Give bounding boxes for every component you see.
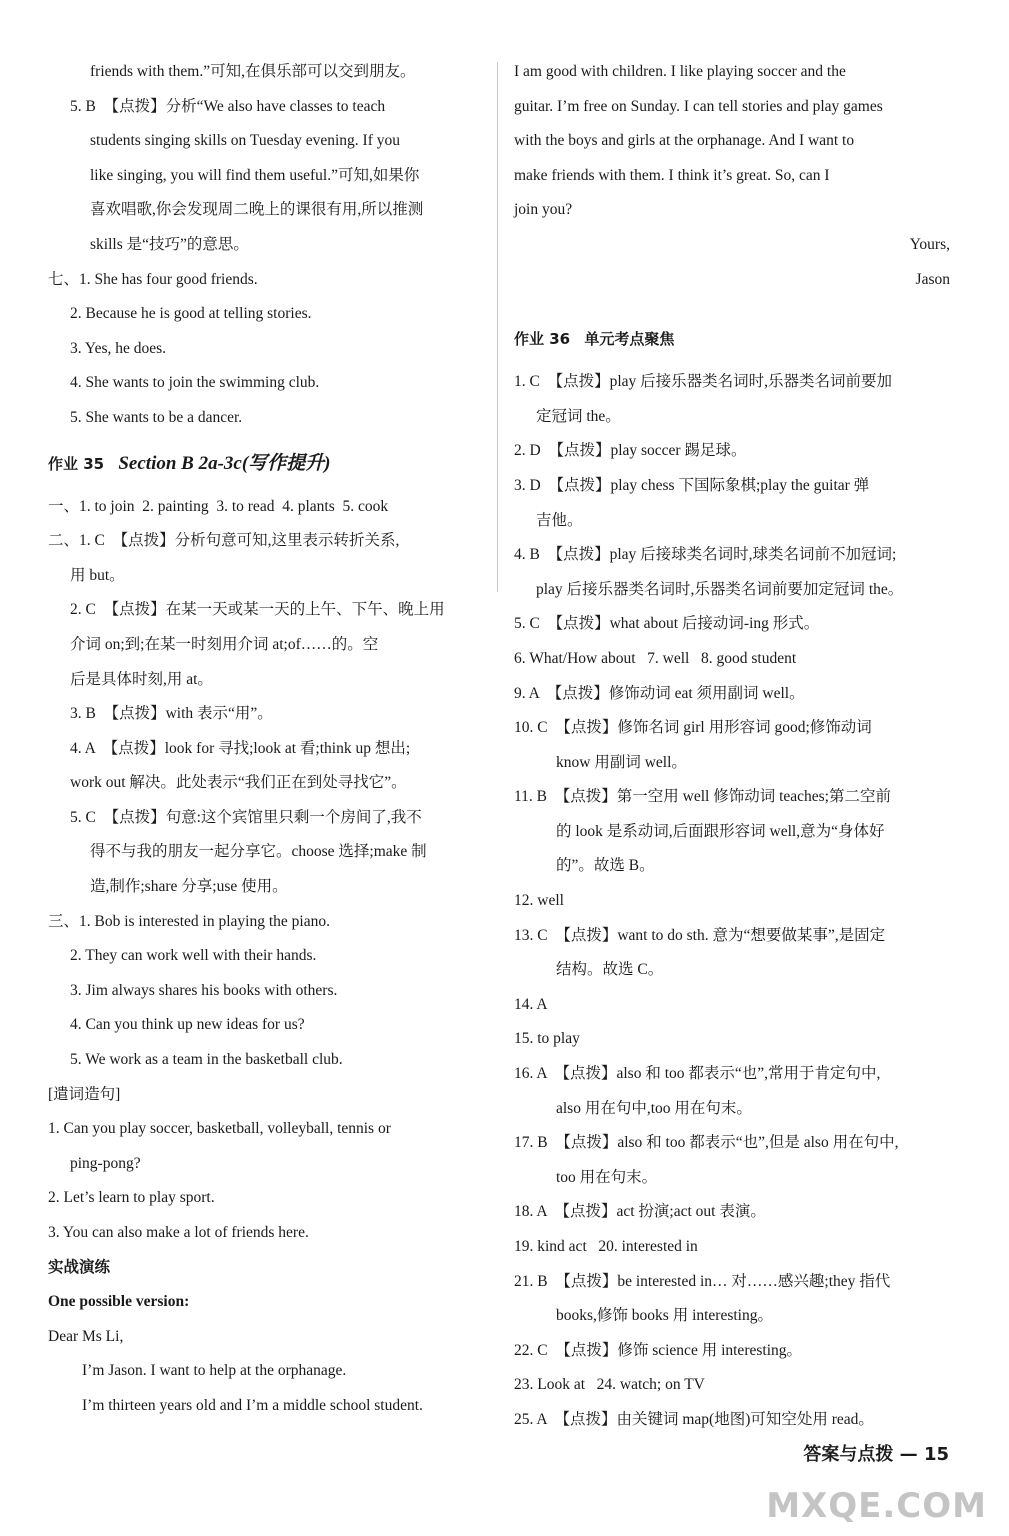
answer-line: 13. C 【点拨】want to do sth. 意为“想要做某事”,是固定 <box>514 926 886 944</box>
answer-line: 21. B 【点拨】be interested in… 对……感兴趣;they 指代 <box>514 1272 891 1290</box>
answer-line: work out 解决。此处表示“我们正在到处寻找它”。 <box>70 774 407 792</box>
answer-line: 实战演练 <box>48 1258 111 1276</box>
answer-line: [遣词造句] <box>48 1085 121 1103</box>
right-letter-block <box>514 55 958 297</box>
answer-line: 2. C 【点拨】在某一天或某一天的上午、下午、晚上用 <box>70 601 445 619</box>
answer-line: 吉他。 <box>536 511 583 529</box>
answer-line: 11. B 【点拨】第一空用 well 修饰动词 teaches;第二空前 <box>514 788 891 806</box>
answer-line: play 后接乐器类名词时,乐器类名词前要加定冠词 the。 <box>536 580 904 598</box>
homework-36-heading <box>514 319 958 359</box>
answer-line: 12. well <box>514 892 564 910</box>
answer-line: 3. Jim always shares his books with others. <box>70 981 338 999</box>
answer-line: 2. Let’s learn to play sport. <box>48 1189 215 1207</box>
answer-line: I am good with children. I like playing soccer and the <box>514 63 846 80</box>
answer-line: 2. D 【点拨】play soccer 踢足球。 <box>514 442 747 460</box>
answer-line: 4. A 【点拨】look for 寻找;look at 看;think up 想出; <box>70 739 411 757</box>
answer-line: 5. C 【点拨】句意:这个宾馆里只剩一个房间了,我不 <box>70 808 422 826</box>
answer-line: 3. B 【点拨】with 表示“用”。 <box>70 705 273 723</box>
homework-36-label: 作业 36 <box>514 330 571 349</box>
answer-line: guitar. I’m free on Sunday. I can tell stories and play games <box>514 97 883 115</box>
homework-35-title: Section B 2a-3c(写作提升) <box>118 452 331 474</box>
answer-line: students singing skills on Tuesday evening. If you <box>90 132 401 150</box>
answer-line: 15. to play <box>514 1030 580 1048</box>
answer-line: 19. kind act 20. interested in <box>514 1238 698 1255</box>
answer-line: 23. Look at 24. watch; on TV <box>514 1376 705 1394</box>
answer-line: 的 look 是系动词,后面跟形容词 well,意为“身体好 <box>556 822 885 840</box>
answer-line: with the boys and girls at the orphanage. And I want to <box>514 132 855 150</box>
answer-line: Jason <box>915 270 950 288</box>
answer-line: join you? <box>514 201 573 219</box>
answer-line: friends with them.”可知,在俱乐部可以交到朋友。 <box>90 63 416 80</box>
answer-line: 4. She wants to join the swimming club. <box>70 374 320 392</box>
answer-line: make friends with them. I think it’s great. So, can I <box>514 166 830 184</box>
answer-line: 17. B 【点拨】also 和 too 都表示“也”,但是 also 用在句中, <box>514 1134 899 1152</box>
answer-line: I’m Jason. I want to help at the orphanage. <box>82 1362 347 1380</box>
answer-line: 4. B 【点拨】play 后接球类名词时,球类名词前不加冠词; <box>514 546 897 564</box>
left-answer-block-1 <box>48 55 488 436</box>
answer-line: Yours, <box>909 235 950 253</box>
answer-line: 定冠词 the。 <box>536 407 621 425</box>
answer-line: 的”。故选 B。 <box>556 857 655 875</box>
answer-line: too 用在句末。 <box>556 1168 658 1186</box>
right-answer-block <box>514 365 958 1437</box>
answer-line: 5. C 【点拨】what about 后接动词-ing 形式。 <box>514 615 820 633</box>
answer-line: books,修饰 books 用 interesting。 <box>556 1307 773 1325</box>
answer-line: 5. B 【点拨】分析“We also have classes to teach <box>70 97 386 115</box>
watermark: MXQE.COM <box>766 1486 987 1526</box>
answer-line: 用 but。 <box>70 566 125 584</box>
answer-line: also 用在句中,too 用在句末。 <box>556 1099 752 1117</box>
answer-line: 9. A 【点拨】修饰动词 eat 须用副词 well。 <box>514 684 805 702</box>
homework-35-label: 作业 35 <box>48 454 105 473</box>
answer-line: I’m thirteen years old and I’m a middle school student. <box>82 1396 423 1414</box>
answer-line: 结构。故选 C。 <box>556 961 664 979</box>
answer-line: 三、1. Bob is interested in playing the piano. <box>48 912 330 930</box>
answer-line: 14. A <box>514 995 548 1013</box>
answer-line: 后是具体时刻,用 at。 <box>70 670 213 688</box>
answer-line: 七、1. She has four good friends. <box>48 270 258 288</box>
answer-line: know 用副词 well。 <box>556 753 687 771</box>
answer-line: 1. C 【点拨】play 后接乐器类名词时,乐器类名词前要加 <box>514 373 893 391</box>
answer-line: 2. Because he is good at telling stories. <box>70 305 312 323</box>
answer-line: 5. She wants to be a dancer. <box>70 408 243 426</box>
answer-line: 5. We work as a team in the basketball club. <box>70 1051 343 1069</box>
answer-line: 10. C 【点拨】修饰名词 girl 用形容词 good;修饰动词 <box>514 719 872 737</box>
answer-line: 一、1. to join 2. painting 3. to read 4. plants 5. cook <box>48 497 389 515</box>
answer-line: 2. They can work well with their hands. <box>70 947 317 965</box>
answer-line: 二、1. C 【点拨】分析句意可知,这里表示转折关系, <box>48 532 400 550</box>
answer-line: 得不与我的朋友一起分享它。choose 选择;make 制 <box>90 843 427 861</box>
answer-line: 造,制作;share 分享;use 使用。 <box>90 878 288 896</box>
left-answer-block-2 <box>48 490 488 1424</box>
left-column <box>48 55 488 1424</box>
answer-line: 25. A 【点拨】由关键词 map(地图)可知空处用 read。 <box>514 1410 874 1428</box>
homework-35-heading <box>48 444 488 484</box>
answer-line: 喜欢唱歌,你会发现周二晚上的课很有用,所以推测 <box>90 201 424 219</box>
answer-line: 16. A 【点拨】also 和 too 都表示“也”,常用于肯定句中, <box>514 1065 881 1083</box>
page-footer: 答案与点拨 — 15 <box>803 1444 949 1465</box>
answer-line: skills 是“技巧”的意思。 <box>90 235 249 253</box>
answer-line: 1. Can you play soccer, basketball, volleyball, tennis or <box>48 1120 391 1138</box>
answer-line: like singing, you will find them useful.”可知,如果你 <box>90 166 420 184</box>
answer-line: 6. What/How about 7. well 8. good student <box>514 649 797 667</box>
answer-line: 22. C 【点拨】修饰 science 用 interesting。 <box>514 1341 802 1359</box>
answer-line: 4. Can you think up new ideas for us? <box>70 1016 305 1034</box>
answer-line: 介词 on;到;在某一时刻用介词 at;of……的。空 <box>70 635 379 653</box>
answer-line: One possible version: <box>48 1293 190 1311</box>
answer-line: 3. D 【点拨】play chess 下国际象棋;play the guitar 弹 <box>514 476 870 494</box>
answer-line: ping-pong? <box>70 1154 141 1172</box>
answer-line: 3. You can also make a lot of friends here. <box>48 1224 309 1241</box>
answer-line: 3. Yes, he does. <box>70 339 167 357</box>
right-column <box>514 55 958 1438</box>
column-divider <box>497 62 498 592</box>
homework-36-title: 单元考点聚焦 <box>584 330 675 349</box>
answer-line: 18. A 【点拨】act 扮演;act out 表演。 <box>514 1203 766 1221</box>
answer-line: Dear Ms Li, <box>48 1327 124 1345</box>
